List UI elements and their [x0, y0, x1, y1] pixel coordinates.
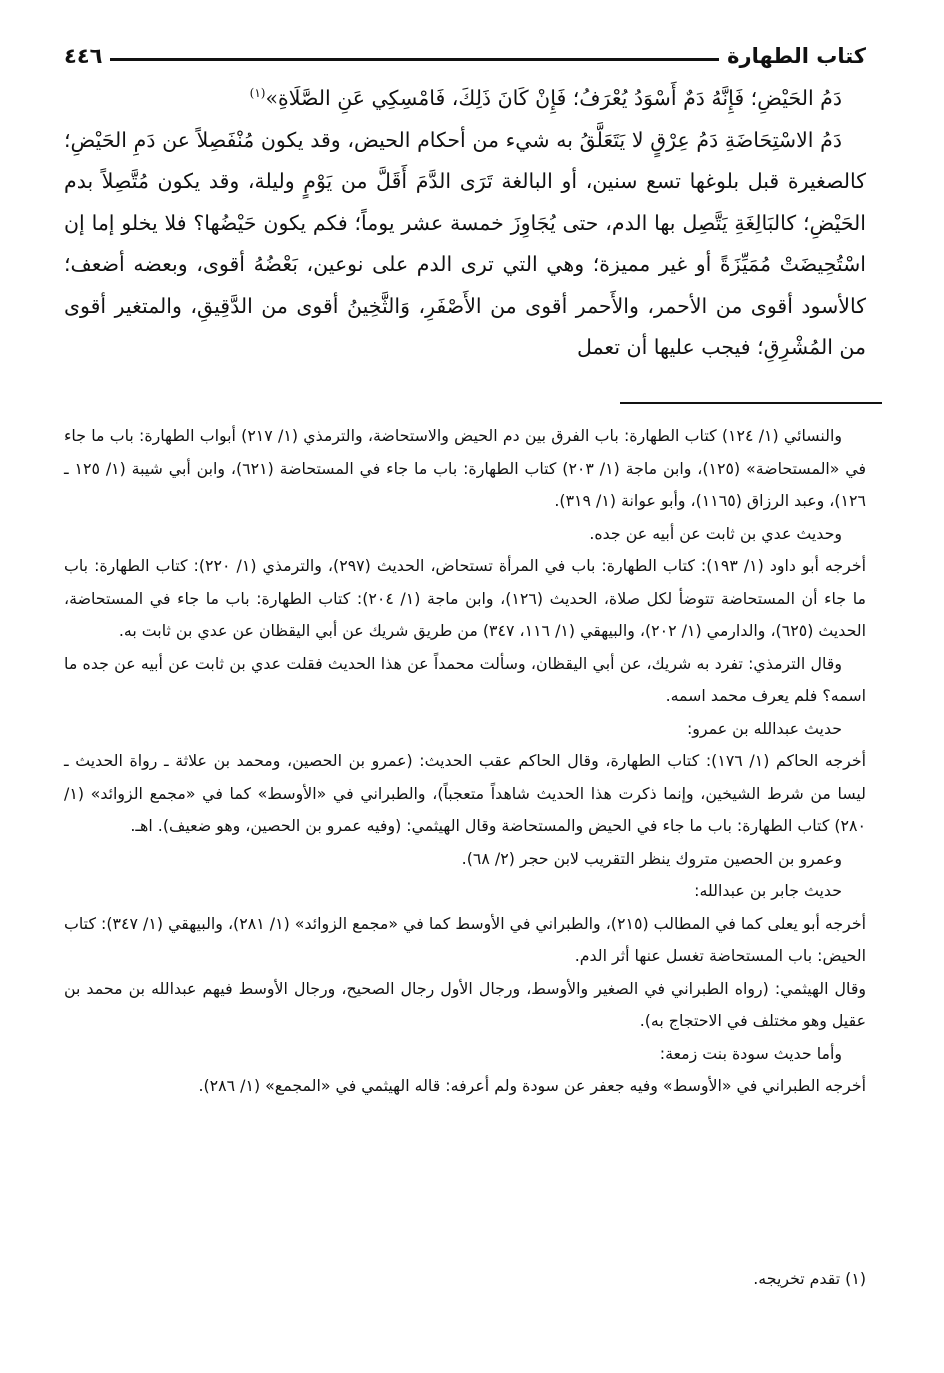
note-paragraph: أخرجه أبو داود (١/ ١٩٣): كتاب الطهارة: باب في المرأة تستحاض، الحديث (٢٩٧)، والترمذي (١/ ٢٢٠): كتاب الطهارة: باب ما جاء أن المستحاضة تتوضأ لكل صلاة، الحديث (١٢٦)، وابن ماجة (١/ ٢٠٤): كتاب الطهارة: باب ما جاء في المستحاضة، الحديث (٦٢٥)، والدارمي (١/ ٢٠٢)، والبيهقي (١/ ١١٦، ٣٤٧) من طريق شريك عن أبي اليقظان عن عدي بن ثابت به.: [64, 556, 867, 640]
note-paragraph: وقال الهيثمي: (رواه الطبراني في الصغير والأوسط، ورجال الأول رجال الصحيح، ورجال الأوسط فيهم عبدالله بن محمد بن عقيل وهو مختلف في الاحتجاج به).: [64, 978, 866, 1030]
note-paragraph: وعمرو بن الحصين متروك ينظر التقريب لابن حجر (٢/ ٦٨).: [461, 848, 842, 868]
note-paragraph: حديث عبدالله بن عمرو:: [686, 718, 842, 738]
note-paragraph: أخرجه الطبراني في «الأوسط» وفيه جعفر عن سودة ولم أعرفه: قاله الهيثمي في «المجمع» (١/ ٢٨٦).: [198, 1076, 866, 1095]
header-rule: [110, 58, 719, 61]
note-paragraph: أخرجه الحاكم (١/ ١٧٦): كتاب الطهارة، وقال الحاكم عقب الحديث: (عمرو بن الحصين، ومحمد بن علاثة ـ رواة الحديث ـ ليسا من شرط الشيخين، وإنما ذكرت هذا الحديث شاهداً متعجباً)، والطبراني في «الأوسط» كما في «مجمع الزوائد» (١/ ٢٨٠) كتاب الطهارة: باب ما جاء في الحيض والمستحاضة وقال الهيثمي: (وفيه عمرو بن الحصين، وهو ضعيف). اهـ.: [64, 751, 867, 835]
main-first-line: [64, 78, 866, 120]
note-paragraph: وأما حديث سودة بنت زمعة:: [659, 1043, 842, 1063]
notes-section: [64, 420, 866, 1103]
note-paragraph: أخرجه أبو يعلى كما في المطالب (٢١٥)، والطبراني في الأوسط كما في «مجمع الزوائد» (١/ ٢٨١)، والبيهقي (١/ ٣٤٧): كتاب الحيض: باب المستحاضة تغسل عنها أثر الدم.: [64, 913, 867, 965]
main-text: [64, 78, 866, 369]
header-title: كتاب الطهارة: [727, 44, 866, 68]
page-number: ٤٤٦: [64, 44, 103, 68]
main-paragraph: دَمُ الاسْتِحَاضَةِ دَمُ عِرْقٍ لا يَتَعَلَّقُ به شيء من أحكام الحيض، وقد يكون مُنْفَصِلاً عن دَمِ الحَيْضِ؛ كالصغيرة قبل بلوغها تسع سنين، أو البالغة تَرَى الدَّمَ أَقَلَّ من يَوْمٍ وليلة، وقد يكون مُتَّصِلاً بدم الحَيْضِ؛ كالبَالِغَةِ يَتَّصِل بها الدم، حتى يُجَاوِزَ خمسة عشر يوماً؛ فكم يكون حَيْضُها؟ فلا يخلو إما إن اسْتُحِيضَتْ مُمَيِّزَةً أو غير مميزة؛ وهي التي ترى الدم على نوعين، بَعْضُهُ أقوى، وبعضه أضعف؛ كالأسود أقوى من الأحمر، والأَحمر أقوى من الأَصْفَرِ، وَالثَّخِينُ أقوى من الدَّقِيقِ، والمتغير أقوى من المُشْرِقِ؛ فيجب عليها أن تعمل: [64, 127, 866, 359]
footnote-ref: (١): [249, 86, 266, 101]
hadith-end-text: دَمُ الحَيْضِ؛ فَإِنَّهُ دَمٌ أَسْوَدُ يُعْرَفُ؛ فَإِنْ كَانَ ذَلِكَ، فَامْسِكِي عَنِ الصَّلَاةِ»: [265, 86, 842, 110]
note-paragraph: وحديث عدي بن ثابت عن أبيه عن جده.: [589, 523, 842, 543]
page-header: [64, 36, 866, 76]
note-paragraph: حديث جابر بن عبدالله:: [694, 881, 842, 900]
note-paragraph: والنسائي (١/ ١٢٤) كتاب الطهارة: باب الفرق بين دم الحيض والاستحاضة، والترمذي (١/ ٢١٧) أبواب الطهارة: باب ما جاء في «المستحاضة» (١٢٥)، وابن ماجة (١/ ٢٠٣) كتاب الطهارة: باب ما جاء في المستحاضة (٦٢١)، وابن أبي شيبة (١/ ١٢٥ ـ ١٢٦)، وعبد الرزاق (١١٦٥)، وأبو عوانة (١/ ٣١٩).: [64, 426, 867, 510]
footnote-1: (١) تقدم تخريجه.: [753, 1269, 866, 1288]
note-paragraph: وقال الترمذي: تفرد به شريك، عن أبي اليقظان، وسألت محمداً عن هذا الحديث فقلت عدي بن ثابت عن أبيه عن جده ما اسمه؟ فلم يعرف محمد اسمه.: [64, 653, 866, 705]
footnote-separator: [620, 402, 882, 404]
